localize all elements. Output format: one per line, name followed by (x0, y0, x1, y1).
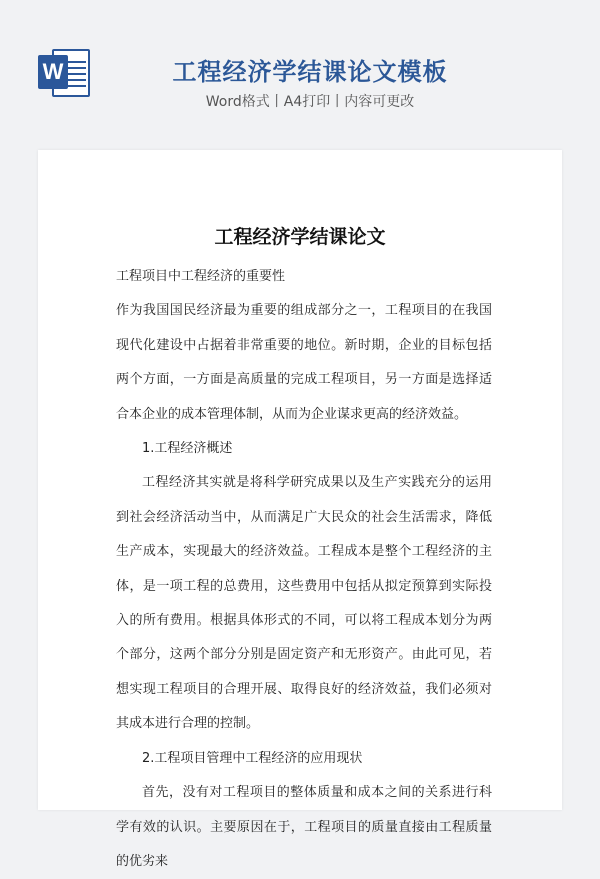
paragraph: 作为我国国民经济最为重要的组成部分之一，工程项目的在我国现代化建设中占据着非常重要的地位。新时期，企业的目标包括两个方面，一方面是高质量的完成工程项目，另一方面是选择适合本企业的成本管理体制，从而为企业谋求更高的经济效益。 (116, 303, 492, 422)
document-page (38, 150, 562, 869)
document-body (116, 260, 492, 879)
paragraph: 首先，没有对工程项目的整体质量和成本之间的关系进行科学有效的认识。主要原因在于，工程项目的质量直接由工程质量的优劣来 (116, 785, 492, 869)
template-title: 工程经济学结课论文模板 (172, 58, 448, 86)
template-header (0, 0, 600, 150)
word-document-icon (38, 47, 92, 99)
document-title: 工程经济学结课论文 (214, 226, 386, 248)
template-subtitle: Word格式丨A4打印丨内容可更改 (205, 94, 415, 110)
section-heading: 1.工程经济概述 (142, 441, 233, 457)
section-heading: 2.工程项目管理中工程经济的应用现状 (142, 750, 363, 766)
word-icon-letter: W (38, 55, 68, 89)
paragraph: 工程经济其实就是将科学研究成果以及生产实践充分的运用到社会经济活动当中，从而满足广大民众的社会生活需求，降低生产成本，实现最大的经济效益。工程成本是整个工程经济的主体，是一项工程的总费用，这些费用中包括从拟定预算到实际投入的所有费用。根据具体形式的不同，可以将工程成本划分为两个部分，这两个部分分别是固定资产和无形资产。由此可见，若想实现工程项目的合理开展、取得良好的经济效益，我们必须对其成本进行合理的控制。 (116, 475, 492, 732)
section-heading: 工程项目中工程经济的重要性 (116, 269, 286, 284)
